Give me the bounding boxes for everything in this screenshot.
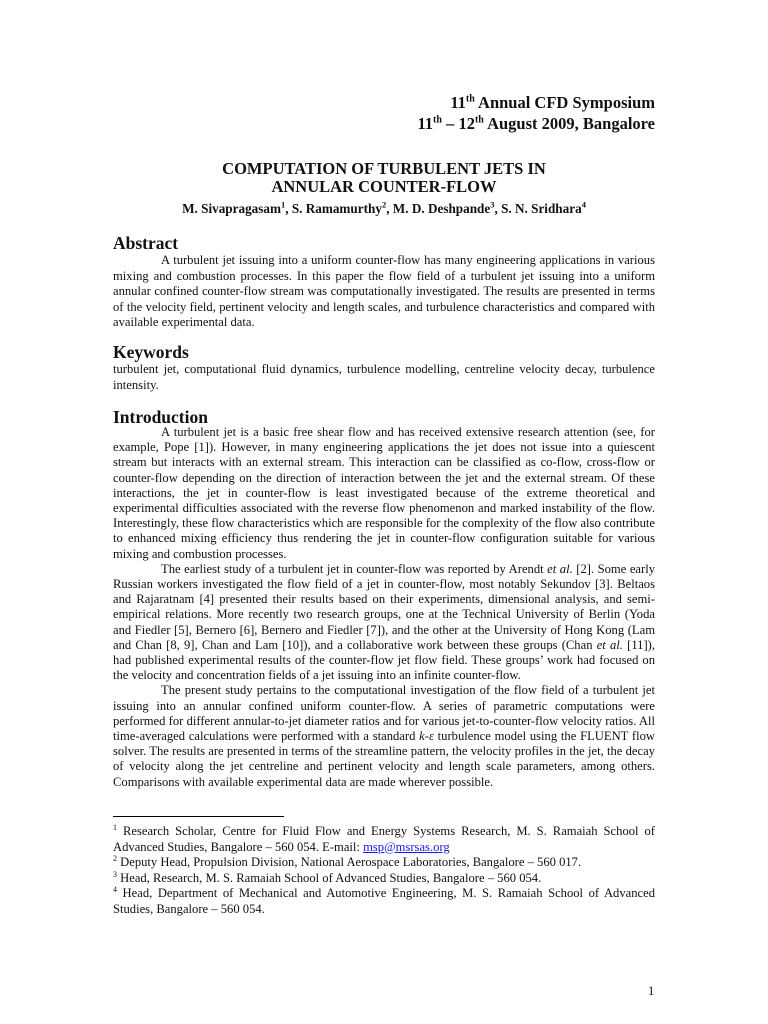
author-name: S. Ramamurthy	[291, 201, 382, 216]
footnote-text: Research Scholar, Centre for Fluid Flow and Energy Systems Research, M. S. Ramaiah School of Advanced Studies, Bangalore – 560 054. E-mail:	[113, 824, 655, 854]
text-run: turbulence model using the FLUENT flow solver. The results are presented in terms of the streamline pattern, the velocity profiles in the jet, the decay of velocity along the jet centreline and pertinent velocity and length scale parameters, among others. Comparisons with available experimental data are made wherever possible.	[113, 729, 655, 789]
introduction-heading: Introduction	[113, 407, 208, 427]
italic-text: k-ε	[419, 729, 434, 744]
footnote	[113, 871, 655, 887]
author-separator: ,	[285, 201, 292, 216]
italic-text: et al.	[596, 637, 623, 652]
abstract-heading: Abstract	[113, 233, 179, 253]
ordinal-suffix: th	[474, 114, 484, 126]
affiliation-marker: 3	[490, 199, 495, 210]
footnotes	[113, 824, 655, 917]
introduction-body	[113, 425, 655, 790]
footnote-number: 1	[113, 822, 117, 832]
author-separator: ,	[386, 201, 393, 216]
italic-text: et al.	[547, 561, 573, 576]
footnote	[113, 824, 655, 855]
abstract-section	[113, 233, 655, 331]
title-line-2: ANNULAR COUNTER-FLOW	[271, 177, 497, 196]
ordinal: 11	[450, 93, 466, 112]
conference-title: Annual CFD Symposium	[474, 93, 655, 112]
text-run: The earliest study of a turbulent jet in counter-flow was reported by Arendt	[161, 561, 548, 576]
footnote-text: Head, Department of Mechanical and Automotive Engineering, M. S. Ramaiah School of Advanced Studies, Bangalore – 560 054.	[113, 886, 655, 916]
conference-dates	[417, 113, 655, 134]
author-separator: ,	[494, 201, 502, 216]
author-name: S. N. Sridhara	[501, 201, 582, 216]
title-line-1: COMPUTATION OF TURBULENT JETS IN	[222, 159, 546, 178]
footnote-number: 3	[113, 869, 117, 879]
footnote	[113, 855, 655, 871]
introduction-paragraph	[113, 425, 655, 562]
introduction-paragraph	[113, 683, 655, 789]
start-day: 11	[417, 114, 434, 133]
footnote-number: 4	[113, 884, 117, 894]
affiliation-marker: 1	[280, 199, 286, 210]
keywords-text: turbulent jet, computational fluid dynamics, turbulence modelling, centreline velocity decay, turbulence intensity.	[113, 362, 655, 392]
footnote	[113, 886, 655, 917]
paper-title	[0, 160, 768, 196]
page-number: 1	[648, 984, 655, 998]
end-day: – 12	[441, 114, 475, 133]
author-name: M. Sivapragasam	[182, 201, 281, 216]
author-name: M. D. Deshpande	[392, 201, 491, 216]
authors	[0, 201, 768, 217]
abstract-text: A turbulent jet issuing into a uniform counter-flow has many engineering applications in various mixing and combustion processes. In this paper the flow field of a turbulent jet issuing into a uniform annular confined counter-flow stream was computationally investigated. The results are presented in terms of the velocity field, pertinent velocity and length scales, and turbulence characteristics and compared with available experimental data.	[113, 253, 655, 330]
affiliation-marker: 4	[581, 199, 586, 210]
footnote-number: 2	[113, 853, 117, 863]
keywords-section	[113, 342, 655, 393]
ordinal-suffix: th	[465, 93, 475, 105]
footnote-divider	[113, 816, 284, 817]
month-year-location: August 2009, Bangalore	[483, 114, 655, 133]
text-run: [2]. Some early Russian workers investigated the flow field of a jet in counter-flow, most notably Sekundov [3]. Beltaos and Rajaratnam [4] presented their results based on their experiments, dimensional analysis, and semi-empirical relations. More recently two research groups, one at the Technical University of Berlin (Yoda and Fiedler [5], Bernero [6], Bernero and Fiedler [7]), and the other at the University of Hong Kong (Lam and Chan [8, 9], Chan and Lam [10]), and a collaborative work between these groups (Chan	[113, 561, 655, 652]
affiliation-marker: 2	[381, 199, 387, 210]
introduction-section	[113, 407, 655, 790]
footnote-text: Head, Research, M. S. Ramaiah School of Advanced Studies, Bangalore – 560 054.	[117, 870, 542, 885]
ordinal-suffix: th	[433, 114, 442, 126]
introduction-paragraph	[113, 562, 655, 684]
text-run: [11]), had published experimental results of the counter-flow jet flow field. These groups’ work had focused on the velocity and concentration fields of a jet issuing into an infinite counter-flow.	[113, 637, 655, 683]
conference-name	[417, 92, 655, 113]
keywords-heading: Keywords	[113, 342, 189, 362]
conference-header	[417, 92, 655, 134]
footnote-text: Deputy Head, Propulsion Division, National Aerospace Laboratories, Bangalore – 560 017.	[117, 855, 582, 869]
text-run: A turbulent jet is a basic free shear flow and has received extensive research attention (see, for example, Pope [1]). However, in many engineering applications the jet does not issue into a quiescent stream but interacts with an external stream. This interaction can be classified as co-flow, cross-flow or counter-flow depending on the direction of interaction between the jet and the external stream. Of these interactions, the jet in counter-flow is least investigated because of the extreme theoretical and experimental difficulties associated with the reverse flow phenomenon and marked instability of the flow. Interestingly, these flow characteristics which are responsible for the complexity of the flow also contribute to enhanced mixing efficiency thus rendering the jet in counter-flow configuration suitable for various mixing and combustion processes.	[113, 425, 655, 561]
email-link[interactable]: msp@msrsas.org	[363, 839, 450, 854]
text-run: The present study pertains to the computational investigation of the flow field of a turbulent jet issuing into an annular confined uniform counter-flow. A series of parametric computations were performed for different annular-to-jet diameter ratios and for various jet-to-counter-flow velocity ratios. All time-averaged calculations were performed with a standard	[113, 683, 655, 744]
